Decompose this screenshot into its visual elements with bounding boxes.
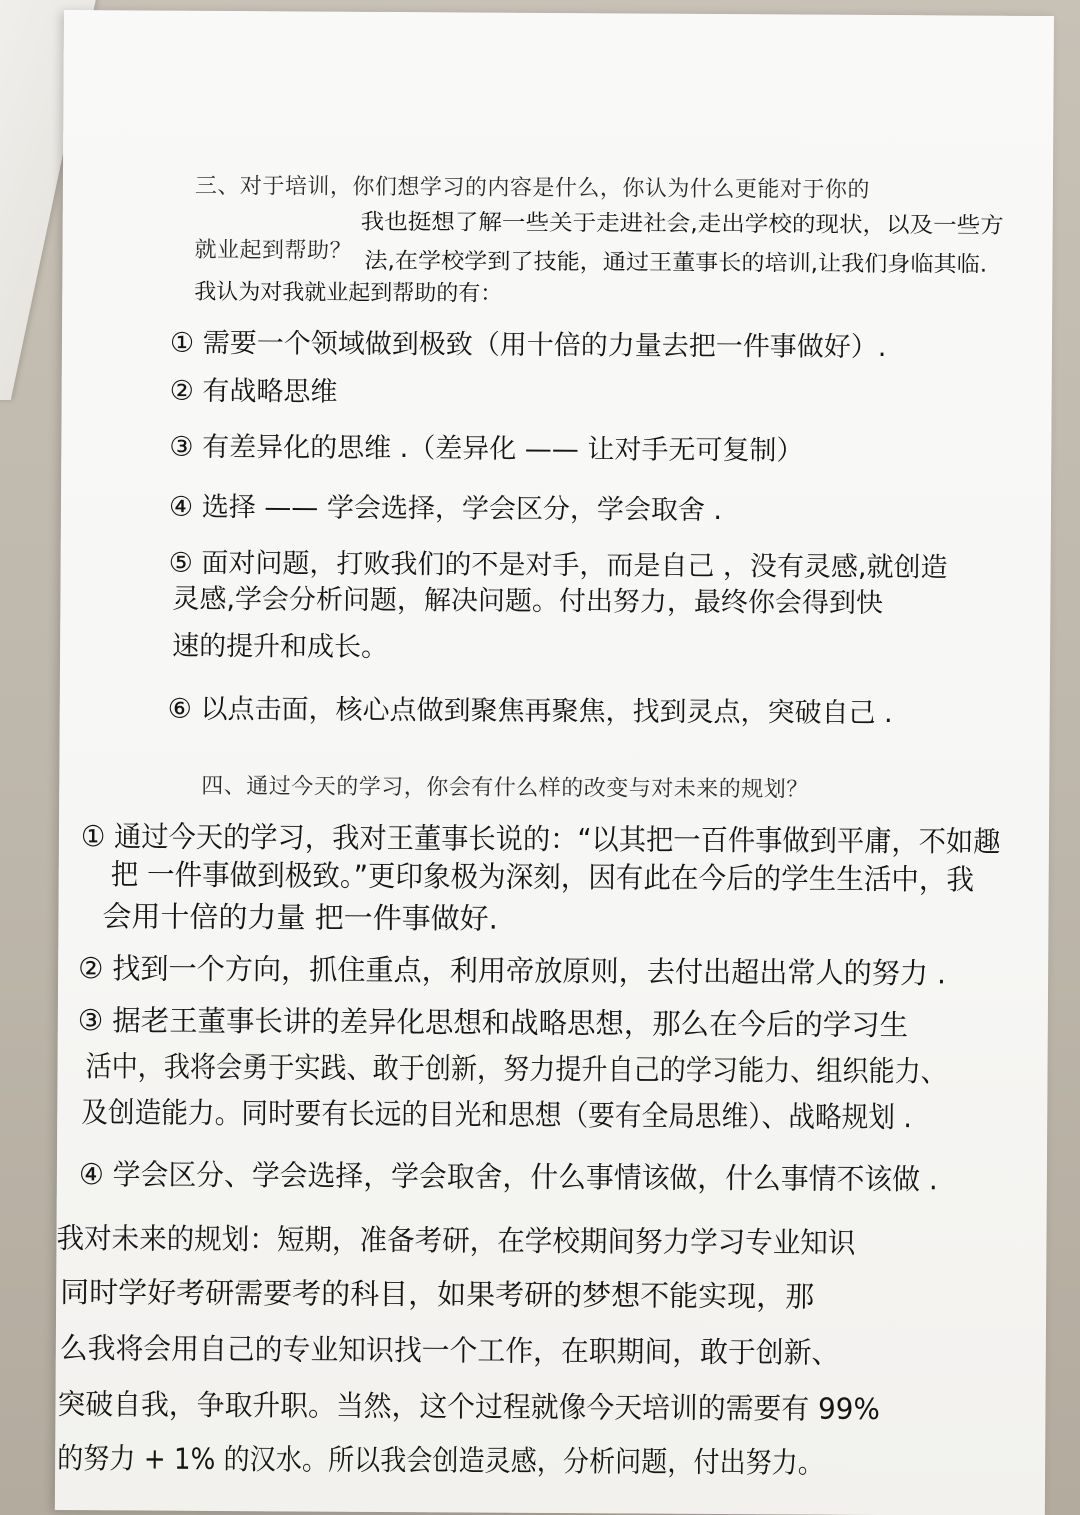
section4-question: 四、通过今天的学习，你会有什么样的改变与对未来的规划？ — [201, 773, 809, 803]
plan-line-4: 突破自我，争取升职。当然，这个过程就像今天培训的需要有 99% — [57, 1386, 880, 1427]
section3-question-line1: 三、对于培训，你们想学习的内容是什么，你认为什么更能对于你的 — [194, 173, 871, 203]
section3-item-3: ③ 有差异化的思维 .（差异化 —— 让对手无可复制） — [169, 431, 804, 467]
section3-item-1: ① 需要一个领域做到极致（用十倍的力量去把一件事做好）. — [169, 327, 887, 364]
plan-line-2: 同时学好考研需要考的科目，如果考研的梦想不能实现，那 — [60, 1275, 815, 1314]
section3-answer-intro-2: 法,在学校学到了技能，通过王董事长的培训,让我们身临其临. — [364, 248, 988, 278]
section3-item-6: ⑥ 以点击面，核心点做到聚焦再聚焦，找到灵点，突破自己 . — [167, 693, 893, 730]
section4-line-8: ④ 学会区分、学会选择，学会取舍，什么事情该做，什么事情不该做 . — [78, 1157, 938, 1197]
section3-item-4: ④ 选择 —— 学会选择，学会区分，学会取舍 . — [168, 491, 723, 527]
plan-line-1: 我对未来的规划：短期，准备考研，在学校期间努力学习专业知识 — [56, 1220, 856, 1260]
section4-line-3: 会用十倍的力量 把一件事做好. — [102, 899, 498, 936]
plan-line-5: 的努力 + 1% 的汉水。所以我会创造灵感，分析问题，付出努力。 — [57, 1440, 825, 1480]
section3-answer-intro-1: 我也挺想了解一些关于走进社会,走出学校的现状，以及一些方 — [360, 209, 1004, 239]
section3-item-5-cont-2: 速的提升和成长。 — [172, 630, 389, 663]
worksheet-page — [55, 10, 1054, 1515]
section4-line-5: ③ 据老王董事长讲的差异化思想和战略思想，那么在今后的学习生 — [77, 1003, 909, 1043]
section3-question-line2: 就业起到帮助？ — [194, 237, 353, 264]
plan-line-3: 么我将会用自己的专业知识找一个工作，在职期间，敢于创新、 — [59, 1330, 840, 1370]
section3-answer-intro-3: 我认为对我就业起到帮助的有： — [194, 279, 503, 307]
section3-item-2: ② 有战略思维 — [169, 375, 338, 408]
section3-item-5: ⑤ 面对问题，打败我们的不是对手，而是自己 ，没有灵感,就创造 — [168, 547, 948, 584]
section3-item-5-cont-1: 灵感,学会分析问题，解决问题。付出努力，最终你会得到快 — [172, 583, 884, 620]
section4-line-6: 活中，我将会勇于实践、敢于创新，努力提升自己的学习能力、组织能力、 — [85, 1049, 947, 1089]
section4-line-4: ② 找到一个方向，抓住重点，利用帝放原则，去付出超出常人的努力 . — [78, 951, 947, 991]
section4-line-7: 及创造能力。同时要有长远的目光和思想（要有全局思维）、战略规划 . — [81, 1095, 913, 1135]
section4-line-1: ① 通过今天的学习，我对王董事长说的：“以其把一百件事做到平庸，不如趣 — [80, 819, 1001, 859]
section4-line-2: 把 一件事做到极致。”更印象极为深刻，因有此在今后的学生生活中，我 — [110, 857, 975, 897]
